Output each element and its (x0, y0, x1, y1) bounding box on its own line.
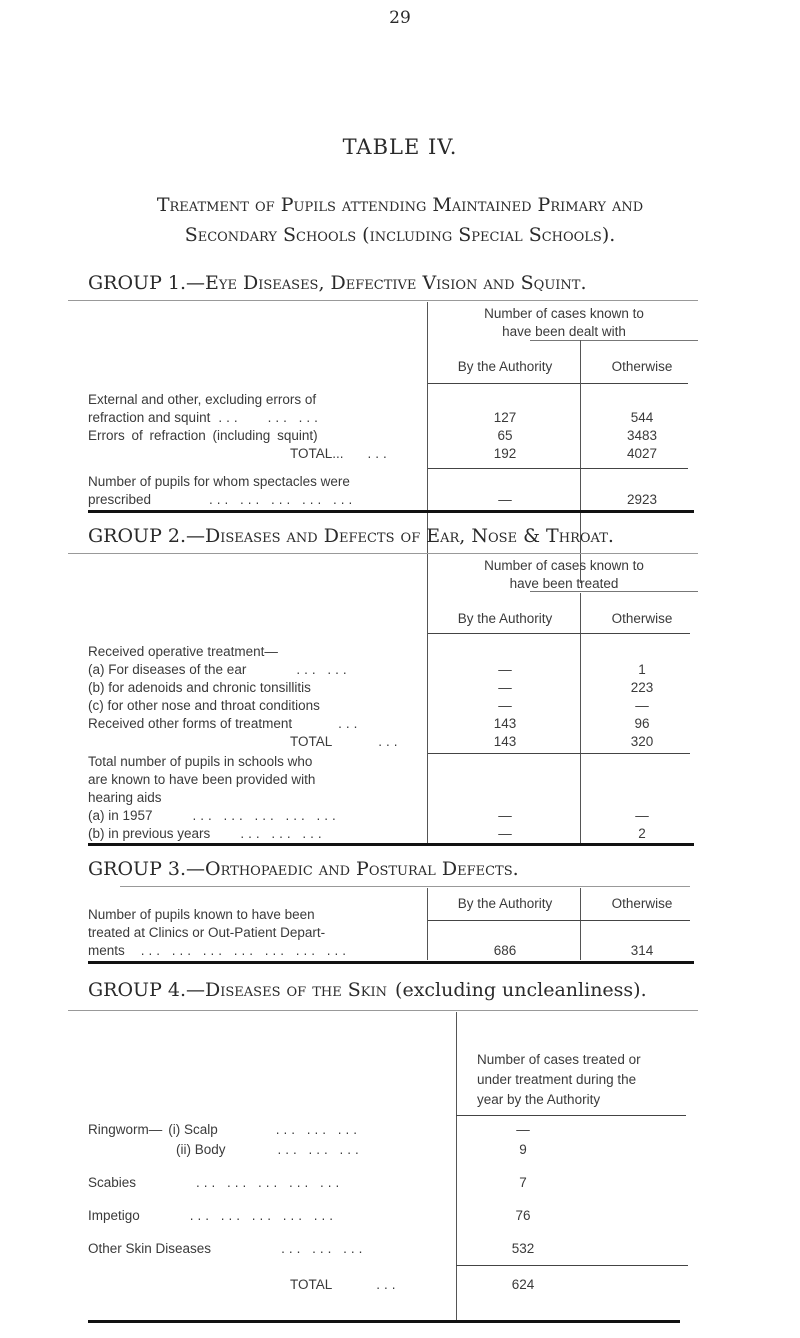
group4-heading-text: Diseases of the Skin (205, 979, 388, 1001)
group1-row-external-line2: refraction and squint (88, 410, 211, 425)
group2-row-other-otherwise: 96 (634, 716, 650, 731)
group2-row-b-otherwise: 223 (630, 680, 654, 695)
group2-operative-heading: Received operative treatment— (88, 644, 278, 659)
dots: ... (218, 410, 242, 425)
subtitle-line-2: Secondary Schools (including Special Schools). (184, 224, 616, 246)
group4-row-body-value: 9 (519, 1142, 527, 1157)
page-number: 29 (389, 8, 411, 28)
group1-row-spectacles (88, 473, 356, 509)
group2-col-header-line2: have been treated (509, 576, 619, 591)
dots: ... ... (296, 662, 351, 677)
group3-col-authority: By the Authority (457, 896, 553, 911)
group3-label (88, 906, 350, 960)
group1-col-header-line1: Number of cases known to (484, 306, 644, 321)
group2-row-c-authority: — (498, 698, 512, 713)
group1-row-errors-authority: 65 (497, 428, 513, 443)
group2-row-a-label: (a) For diseases of the ear (88, 662, 247, 677)
subtitle-line-1: Treatment of Pupils attending Maintained Primary and (156, 194, 644, 216)
group2-col-header-line1: Number of cases known to (484, 558, 644, 573)
group4-col-header-line2: under treatment during the (477, 1072, 637, 1087)
group4-row-other-label: Other Skin Diseases (88, 1241, 212, 1256)
dots: ... ... ... (277, 1142, 363, 1157)
group2-row-total-authority: 143 (493, 734, 517, 749)
group2-row-total-label: TOTAL (290, 734, 333, 749)
group1-row-external-otherwise: 544 (630, 410, 654, 425)
group4-total (290, 1276, 400, 1294)
group2-heading-prefix: GROUP 2.— (88, 525, 206, 547)
dots: ... (367, 446, 391, 461)
group2-hearing-a-label: (a) in 1957 (88, 808, 153, 823)
group1-row-errors: Errors of refraction (including squint) (88, 428, 318, 443)
group4-row-impetigo-value: 76 (515, 1208, 531, 1223)
group2-row-c: (c) for other nose and throat conditions (88, 698, 320, 713)
group4-total-label: TOTAL (290, 1277, 333, 1292)
group2-row-a-authority: — (498, 662, 512, 677)
group2-hearing-line2: are known to have been provided with (88, 772, 316, 787)
group2-hearing-b (88, 825, 326, 843)
dots: ... (378, 734, 402, 749)
group4-row-scabies-value: 7 (519, 1175, 527, 1190)
group1-heading-text: Eye Diseases, Defective Vision and Squint. (205, 272, 587, 294)
group3-heading-prefix: GROUP 3.— (88, 858, 206, 880)
group4-row-impetigo (88, 1207, 337, 1225)
group1-row-total-otherwise: 4027 (626, 446, 658, 461)
group4-row-scalp-label: (i) Scalp (168, 1122, 218, 1137)
group1-row-total-label: TOTAL... (290, 446, 344, 461)
group4-row-scabies (88, 1174, 343, 1192)
group4-col-header (477, 1050, 641, 1110)
group2-col-header (430, 557, 698, 593)
group4-row-other (88, 1240, 366, 1258)
group2-row-a-otherwise: 1 (638, 662, 646, 677)
group4-row-scabies-label: Scabies (88, 1175, 137, 1190)
group3-heading-text: Orthopaedic and Postural Defects. (205, 858, 519, 880)
group2-row-b-authority: — (498, 680, 512, 695)
dots: ... ... ... ... ... (189, 1208, 338, 1223)
group2-hearing-a (88, 807, 340, 825)
group1-col-header-line2: have been dealt with (502, 324, 626, 339)
group4-row-scalp-value: — (516, 1122, 530, 1137)
group2-row-b: (b) for adenoids and chronic tonsillitis (88, 680, 311, 695)
dots: ... ... ... ... ... (209, 492, 357, 507)
group2-row-total (290, 733, 402, 751)
group1-row-external-authority: 127 (493, 410, 517, 425)
dots: ... (338, 716, 362, 731)
group1-spectacles-line1: Number of pupils for whom spectacles were (88, 474, 350, 489)
group3-otherwise: 314 (630, 943, 654, 958)
group4-ringworm-label: Ringworm— (88, 1122, 163, 1137)
group4-row-impetigo-label: Impetigo (88, 1208, 140, 1223)
group3-label-line3: ments (88, 943, 125, 958)
group2-col-authority: By the Authority (457, 611, 553, 626)
dots: ... ... ... (281, 1241, 367, 1256)
dots: ... ... ... (275, 1122, 362, 1137)
group2-hearing-line3: hearing aids (88, 790, 162, 805)
group2-heading-text: Diseases and Defects of Ear, Nose & Throat. (205, 525, 614, 547)
group4-row-body-label: (ii) Body (176, 1142, 226, 1157)
table-subtitle (60, 190, 740, 250)
dots: ... (376, 1277, 400, 1292)
group2-row-a (88, 661, 351, 679)
group1-row-total-authority: 192 (493, 446, 517, 461)
dots: ... ... ... (240, 826, 326, 841)
group4-heading (88, 979, 647, 1001)
group2-row-c-otherwise: — (635, 698, 649, 713)
group1-col-authority: By the Authority (457, 359, 553, 374)
group2-hearing-b-label: (b) in previous years (88, 826, 211, 841)
group1-spectacles-line2: prescribed (88, 492, 152, 507)
table-title: TABLE IV. (342, 135, 458, 159)
group4-row-other-value: 532 (511, 1241, 535, 1256)
group3-heading (88, 858, 519, 880)
group2-row-total-otherwise: 320 (630, 734, 654, 749)
group1-heading (88, 272, 587, 294)
group1-spectacles-otherwise: 2923 (626, 492, 658, 507)
group3-label-line1: Number of pupils known to have been (88, 907, 315, 922)
group2-hearing-line1: Total number of pupils in schools who (88, 754, 313, 769)
dots: ... ... ... ... ... ... ... (140, 943, 351, 958)
group2-hearing-a-authority: — (498, 808, 512, 823)
group2-hearing-b-otherwise: 2 (638, 826, 646, 841)
group3-col-otherwise: Otherwise (611, 896, 673, 911)
group4-row-scalp (88, 1121, 361, 1139)
group1-row-errors-otherwise: 3483 (626, 428, 658, 443)
group2-row-other-label: Received other forms of treatment (88, 716, 293, 731)
group4-total-value: 624 (511, 1277, 535, 1292)
group3-authority: 686 (493, 943, 517, 958)
group1-row-external-line1: External and other, excluding errors of (88, 392, 317, 407)
group2-row-other (88, 715, 361, 733)
group4-col-header-line3: year by the Authority (477, 1092, 601, 1107)
group2-hearing-a-otherwise: — (635, 808, 649, 823)
dots: ... ... ... ... ... (196, 1175, 344, 1190)
group1-heading-prefix: GROUP 1.— (88, 272, 206, 294)
group4-row-body (176, 1141, 363, 1159)
group2-col-otherwise: Otherwise (611, 611, 673, 626)
group2-row-other-authority: 143 (493, 716, 517, 731)
group1-row-total (290, 445, 391, 463)
group3-label-line2: treated at Clinics or Out-Patient Depart- (88, 925, 326, 940)
group4-col-header-line1: Number of cases treated or (477, 1052, 641, 1067)
group2-hearing-label (88, 753, 315, 807)
group1-col-header (430, 305, 698, 341)
group1-spectacles-authority: — (498, 492, 512, 507)
group4-heading-prefix: GROUP 4.— (88, 979, 206, 1001)
group4-heading-paren: (excluding uncleanliness). (395, 979, 647, 1001)
group2-heading (88, 525, 614, 547)
dots: ... ... ... ... ... (192, 808, 340, 823)
group1-col-otherwise: Otherwise (611, 359, 673, 374)
group2-hearing-b-authority: — (498, 826, 512, 841)
group1-row-external: External and other, excluding errors of refraction and squint ... ... ... (88, 392, 322, 425)
